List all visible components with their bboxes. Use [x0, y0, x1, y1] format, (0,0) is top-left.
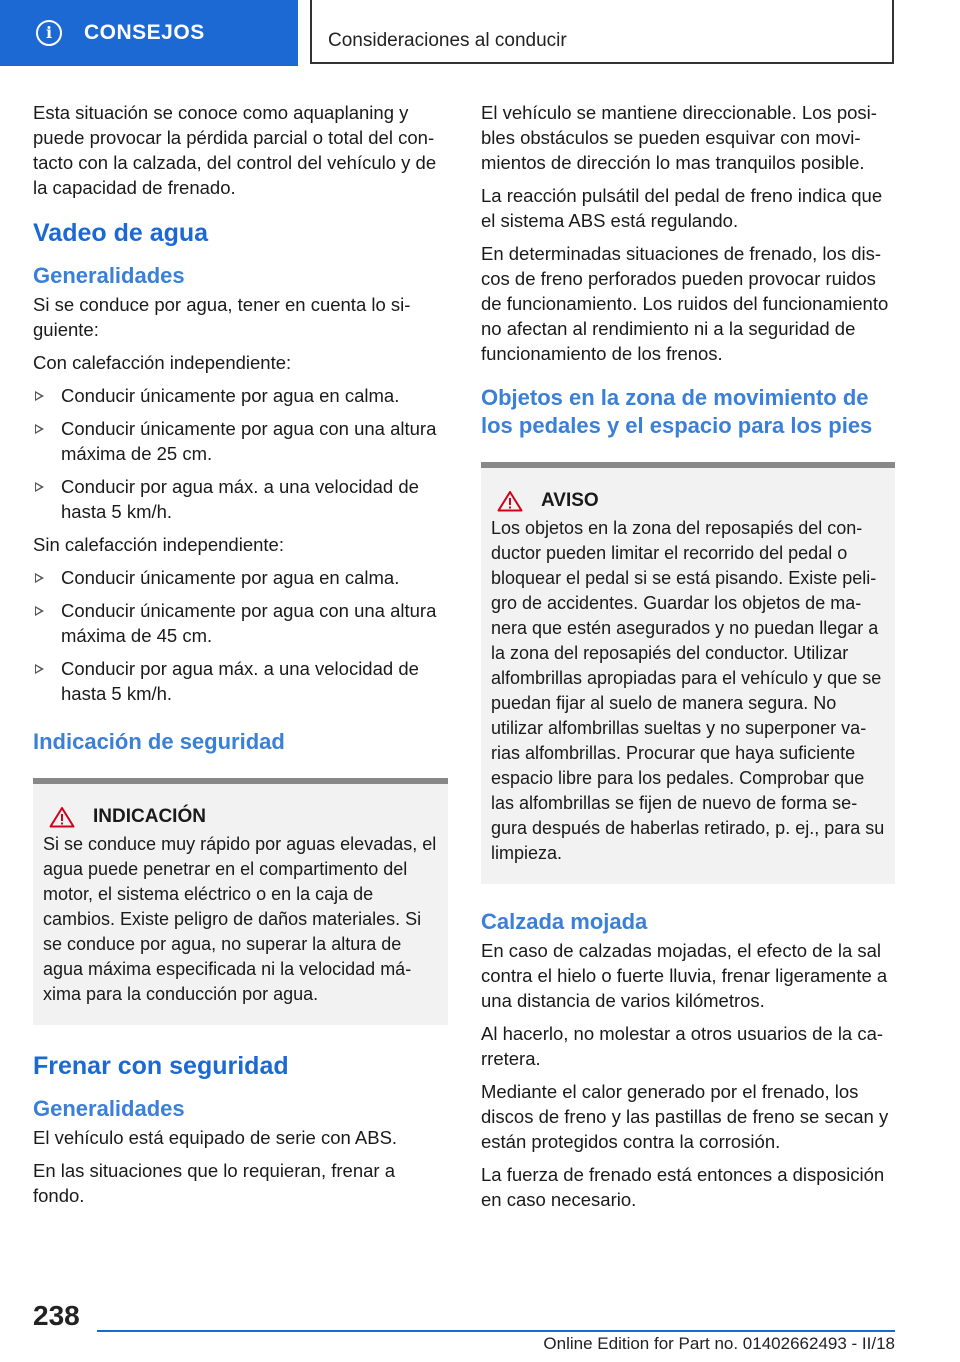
warning-triangle-icon: [497, 490, 523, 512]
notice-title: AVISO: [541, 490, 599, 511]
left-column: [33, 100, 448, 1216]
notice-text: Los objetos en la zona del reposapiés del conductor pueden limitar el recorrido del pedal o bloquear el pedal si se está pisando. Existe peligro de accidentes. Guardar los objetos de manera que estén asegurados y no puedan llegar a la zona del reposapiés del conductor. Utilizar alfombrillas apropiadas para el vehículo y que se puedan fijar al suelo de manera segura. No utilizar alfombrillas sueltas y no superponer varias alfombrillas. Procurar que haya suficiente espacio libre para los pedales. Comprobar que las alfombrillas se fijen de nuevo de forma segura después de haberlas retirado, p. ej., para su limpieza.: [491, 518, 885, 863]
paragraph: Mediante el calor generado por el frenado, los discos de freno y las pastillas de freno se secan y están protegidos contra la corrosión.: [481, 1081, 889, 1152]
footer-edition-text: Online Edition for Part no. 01402662493 - II/18: [543, 1334, 895, 1353]
notice-box-aviso: [481, 462, 895, 884]
subheading-generalidades: Generalidades: [33, 263, 185, 288]
subheading-objetos-pedales: Objetos en la zona de movimiento de los pedales y el espacio para los pies: [481, 385, 873, 438]
bullet-list-con-calefaccion: [33, 383, 448, 524]
list-item: Conducir únicamente por agua con una altura máxima de 45 cm.: [33, 598, 448, 648]
chapter-title: Consideraciones al conducir: [328, 30, 567, 51]
chapter-header: [310, 0, 894, 64]
info-icon: i: [36, 20, 62, 46]
triangle-bullet-icon: [35, 391, 44, 401]
paragraph: Sin calefacción independiente:: [33, 534, 284, 555]
warning-triangle-icon: [49, 806, 75, 828]
subheading-generalidades: Generalidades: [33, 1096, 185, 1121]
triangle-bullet-icon: [35, 573, 44, 583]
list-item: Conducir únicamente por agua en calma.: [33, 383, 448, 408]
paragraph: La fuerza de frenado está entonces a disposición en caso necesario.: [481, 1164, 885, 1210]
triangle-bullet-icon: [35, 664, 44, 674]
footer-divider: [97, 1330, 895, 1332]
list-item: Conducir únicamente por agua en calma.: [33, 565, 448, 590]
section-label: CONSEJOS: [84, 21, 205, 44]
paragraph: Con calefacción independiente:: [33, 352, 292, 373]
section-tab[interactable]: [0, 0, 298, 66]
notice-text: Si se conduce muy rápido por aguas elevadas, el agua puede penetrar en el compartimento del motor, el sistema eléctrico o en la caja de cambios. Existe peligro de daños materiales. Si se conduce por agua, no superar la altura de agua máxima especificada ni la velocidad máxima para la conducción por agua.: [43, 834, 437, 1004]
intro-paragraph: Esta situación se conoce como aquaplaning y puede provocar la pérdida parcial o total del contacto con la calzada, del control del vehículo y de la capacidad de frenado.: [33, 102, 437, 198]
page-number: 238: [33, 1300, 80, 1331]
paragraph: Si se conduce por agua, tener en cuenta lo siguiente:: [33, 294, 411, 340]
list-item: Conducir por agua máx. a una velocidad de hasta 5 km/h.: [33, 656, 448, 706]
paragraph: En caso de calzadas mojadas, el efecto de la sal contra el hielo o fuerte lluvia, frenar ligeramente a una distancia de varios kilómetros.: [481, 940, 888, 1011]
subheading-indicacion-de-seguridad: Indicación de seguridad: [33, 729, 285, 754]
heading-frenar-con-seguridad: Frenar con seguridad: [33, 1052, 289, 1080]
notice-box-indicacion: [33, 778, 448, 1025]
heading-vadeo-de-agua: Vadeo de agua: [33, 219, 209, 247]
right-column: [481, 100, 895, 1220]
paragraph: En determinadas situaciones de frenado, los discos de freno perforados pueden provocar ruidos de funcionamiento. Los ruidos del funcionamiento no afectan al rendimiento ni a la seguridad de funcionamiento de los frenos.: [481, 243, 889, 364]
subheading-calzada-mojada: Calzada mojada: [481, 909, 648, 934]
paragraph: La reacción pulsátil del pedal de freno indica que el sistema ABS está regulando.: [481, 185, 883, 231]
notice-title: INDICACIÓN: [93, 806, 206, 827]
paragraph: Al hacerlo, no molestar a otros usuarios de la carretera.: [481, 1023, 884, 1069]
paragraph: En las situaciones que lo requieran, frenar a fondo.: [33, 1160, 395, 1206]
bullet-list-sin-calefaccion: [33, 565, 448, 706]
list-item: Conducir por agua máx. a una velocidad de hasta 5 km/h.: [33, 474, 448, 524]
paragraph: El vehículo está equipado de serie con ABS.: [33, 1127, 398, 1148]
list-item: Conducir únicamente por agua con una altura máxima de 25 cm.: [33, 416, 448, 466]
triangle-bullet-icon: [35, 424, 44, 434]
triangle-bullet-icon: [35, 606, 44, 616]
triangle-bullet-icon: [35, 482, 44, 492]
paragraph: El vehículo se mantiene direccionable. Los posibles obstáculos se pueden esquivar con movimientos de dirección lo mas tranquilos posible.: [481, 102, 877, 173]
